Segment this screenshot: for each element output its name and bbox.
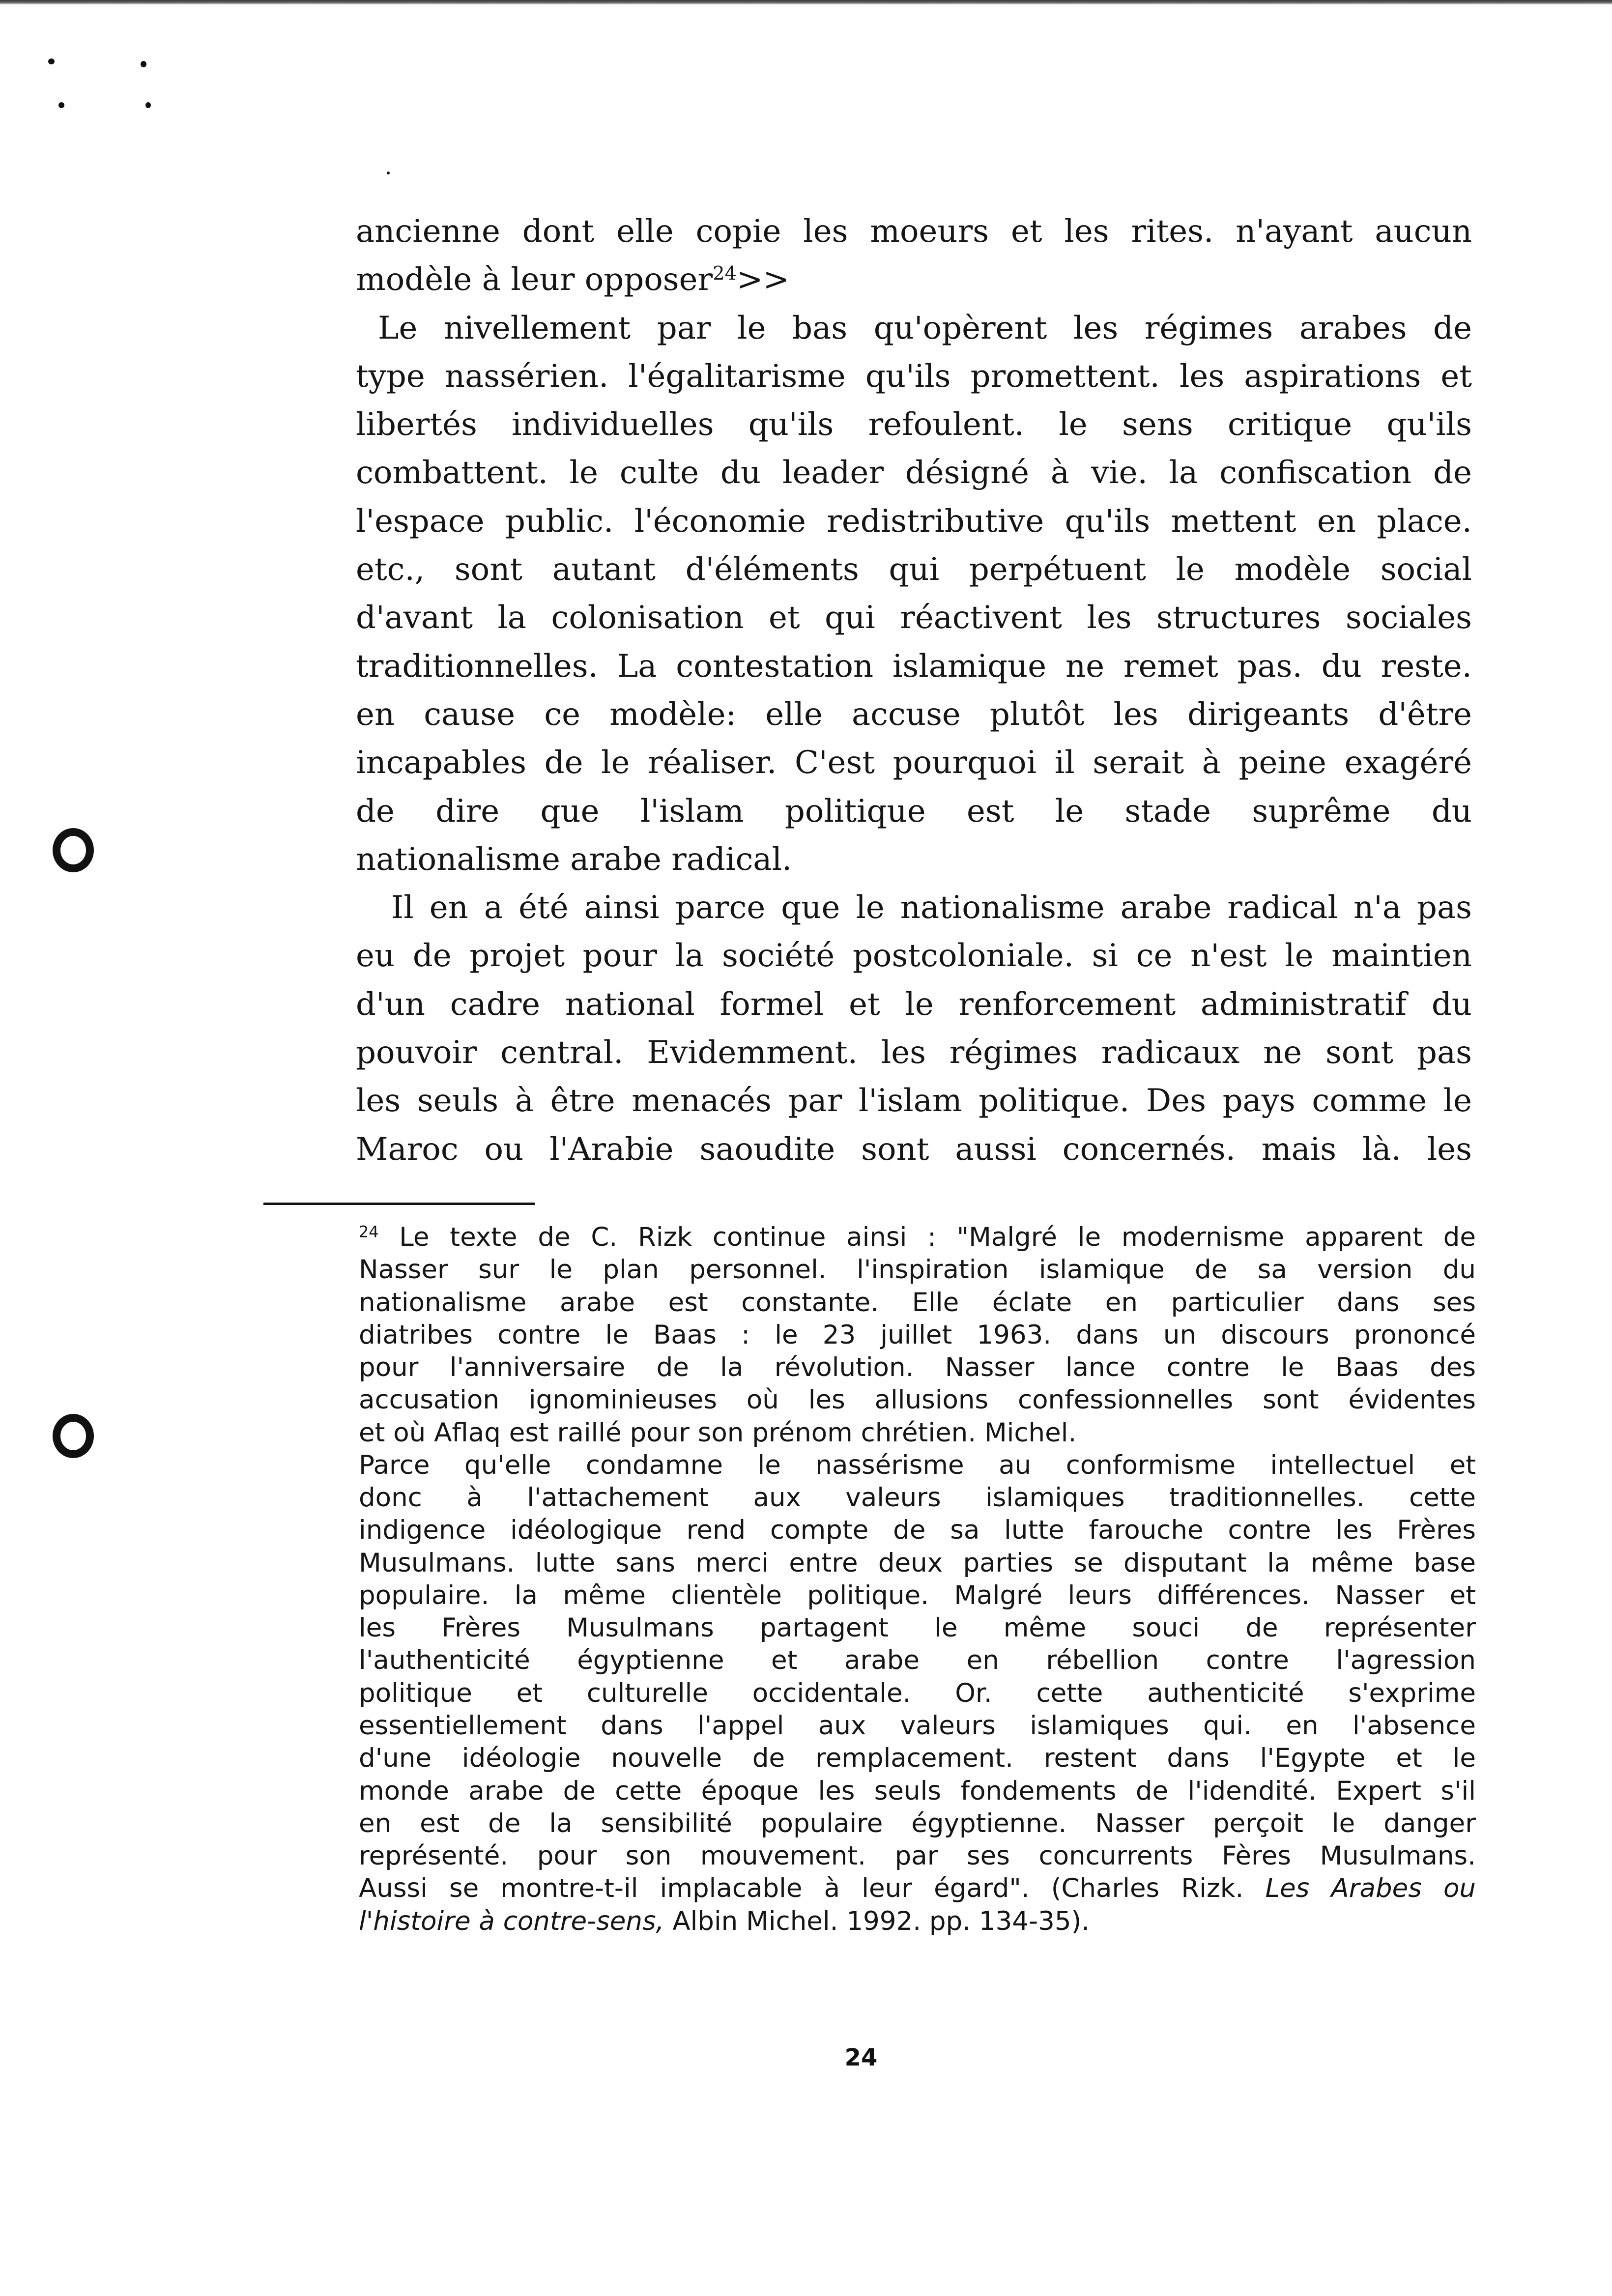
punch-hole (53, 828, 94, 872)
footnote-line: Nasser sur le plan personnel. l'inspiration islamique de sa version du (359, 1255, 1476, 1285)
footnote-rule (263, 1203, 535, 1205)
body-line: Le nivellement par le bas qu'opèrent les régimes arabes de (378, 310, 1472, 346)
footnote-line: Musulmans. lutte sans merci entre deux parties se disputant la même base (359, 1548, 1476, 1578)
body-line: ancienne dont elle copie les moeurs et les rites. n'ayant aucun (356, 213, 1472, 250)
footnote-line (359, 1872, 1476, 1905)
footnote-line (359, 1221, 1476, 1254)
footnote-line: indigence idéologique rend compte de sa lutte farouche contre les Frères (359, 1515, 1476, 1546)
footnote-line: nationalisme arabe est constante. Elle éclate en particulier dans ses (359, 1287, 1476, 1318)
footnote-line: accusation ignominieuses où les allusions confessionnelles sont évidentes (359, 1385, 1476, 1415)
body-line: incapables de le réaliser. C'est pourquoi il serait à peine exagéré (356, 745, 1472, 781)
scan-edge-line (0, 0, 1612, 4)
punch-hole (53, 1414, 94, 1458)
scan-speck (387, 172, 390, 174)
book-title-italic: Les Arabes ou (1265, 1873, 1476, 1904)
body-line-text: modèle à leur opposer (356, 261, 713, 298)
footnote-line: Parce qu'elle condamne le nassérisme au conformisme intellectuel et (359, 1450, 1476, 1480)
footnote-paragraph (359, 1449, 1476, 1938)
body-line: les seuls à être menacés par l'islam politique. Des pays comme le (356, 1083, 1472, 1119)
scan-speck (141, 61, 146, 67)
footnote-line: populaire. la même clientèle politique. Malgré leurs différences. Nasser et (359, 1580, 1476, 1610)
body-paragraph (356, 884, 1472, 1174)
footnote-line: pour l'anniversaire de la révolution. Nasser lance contre le Baas des (359, 1352, 1476, 1383)
body-line: Il en a été ainsi parce que le nationalisme arabe radical n'a pas (391, 890, 1472, 926)
body-line: Maroc ou l'Arabie saoudite sont aussi concernés. mais là. les (356, 1131, 1472, 1168)
body-line: de dire que l'islam politique est le stade suprême du (356, 793, 1472, 830)
body-line: d'avant la colonisation et qui réactivent les structures sociales (356, 600, 1472, 636)
body-line: nationalisme arabe radical. (356, 841, 792, 878)
body-line: combattent. le culte du leader désigné à vie. la confiscation de (356, 455, 1472, 491)
footnote-line: l'authenticité égyptienne et arabe en rébellion contre l'agression (359, 1645, 1476, 1676)
scan-speck (58, 102, 64, 108)
body-line: l'espace public. l'économie redistributive qu'ils mettent en place. (356, 503, 1472, 540)
body-line (356, 256, 1472, 304)
footnote (359, 1221, 1476, 1938)
footnote-line: en est de la sensibilité populaire égyptienne. Nasser perçoit le danger (359, 1808, 1476, 1838)
body-text (356, 207, 1472, 1174)
footnote-line-text: Le texte de C. Rizk continue ainsi : "Malgré le modernisme apparent de (399, 1222, 1476, 1252)
body-line: d'un cadre national formel et le renforcement administratif du (356, 986, 1472, 1023)
footnote-line: et où Aflaq est raillé pour son prénom chrétien. Michel. (359, 1417, 1077, 1448)
body-line: eu de projet pour la société postcoloniale. si ce n'est le maintien (356, 938, 1472, 975)
body-line: traditionnelles. La contestation islamique ne remet pas. du reste. (356, 648, 1472, 685)
closing-quote-marks: >> (736, 261, 790, 298)
scan-speck (145, 102, 151, 108)
body-line: en cause ce modèle: elle accuse plutôt les dirigeants d'être (356, 696, 1472, 733)
footnote-line: les Frères Musulmans partagent le même souci de représenter (359, 1613, 1476, 1643)
footnote-line: diatribes contre le Baas : le 23 juillet 1963. dans un discours prononcé (359, 1320, 1476, 1350)
body-line: etc., sont autant d'éléments qui perpétuent le modèle social (356, 551, 1472, 588)
footnote-line-text: Albin Michel. 1992. pp. 134-35). (664, 1906, 1090, 1936)
footnote-paragraph (359, 1221, 1476, 1449)
footnote-ref-superscript: 24 (713, 262, 737, 285)
body-line: type nassérien. l'égalitarisme qu'ils promettent. les aspirations et (356, 358, 1472, 395)
footnote-line-text: Aussi se montre-t-il implacable à leur égard". (Charles Rizk. (359, 1873, 1266, 1904)
footnote-line: essentiellement dans l'appel aux valeurs islamiques qui. en l'absence (359, 1710, 1476, 1741)
page-number: 24 (844, 2044, 878, 2071)
footnote-line: monde arabe de cette époque les seuls fondements de l'idendité. Expert s'il (359, 1776, 1476, 1806)
body-paragraph (356, 207, 1472, 304)
body-line: pouvoir central. Evidemment. les régimes radicaux ne sont pas (356, 1034, 1472, 1071)
footnote-line: représenté. pour son mouvement. par ses concurrents Fères Musulmans. (359, 1841, 1476, 1871)
footnote-marker: 24 (359, 1223, 379, 1241)
book-title-italic: l'histoire à contre-sens, (359, 1906, 664, 1936)
scan-speck (48, 58, 55, 64)
body-paragraph (356, 304, 1472, 884)
body-line: libertés individuelles qu'ils refoulent. le sens critique qu'ils (356, 406, 1472, 443)
footnote-line (359, 1905, 1476, 1938)
footnote-line: d'une idéologie nouvelle de remplacement. restent dans l'Egypte et le (359, 1743, 1476, 1774)
footnote-line: donc à l'attachement aux valeurs islamiques traditionnelles. cette (359, 1483, 1476, 1513)
footnote-line: politique et culturelle occidentale. Or. cette authenticité s'exprime (359, 1678, 1476, 1708)
